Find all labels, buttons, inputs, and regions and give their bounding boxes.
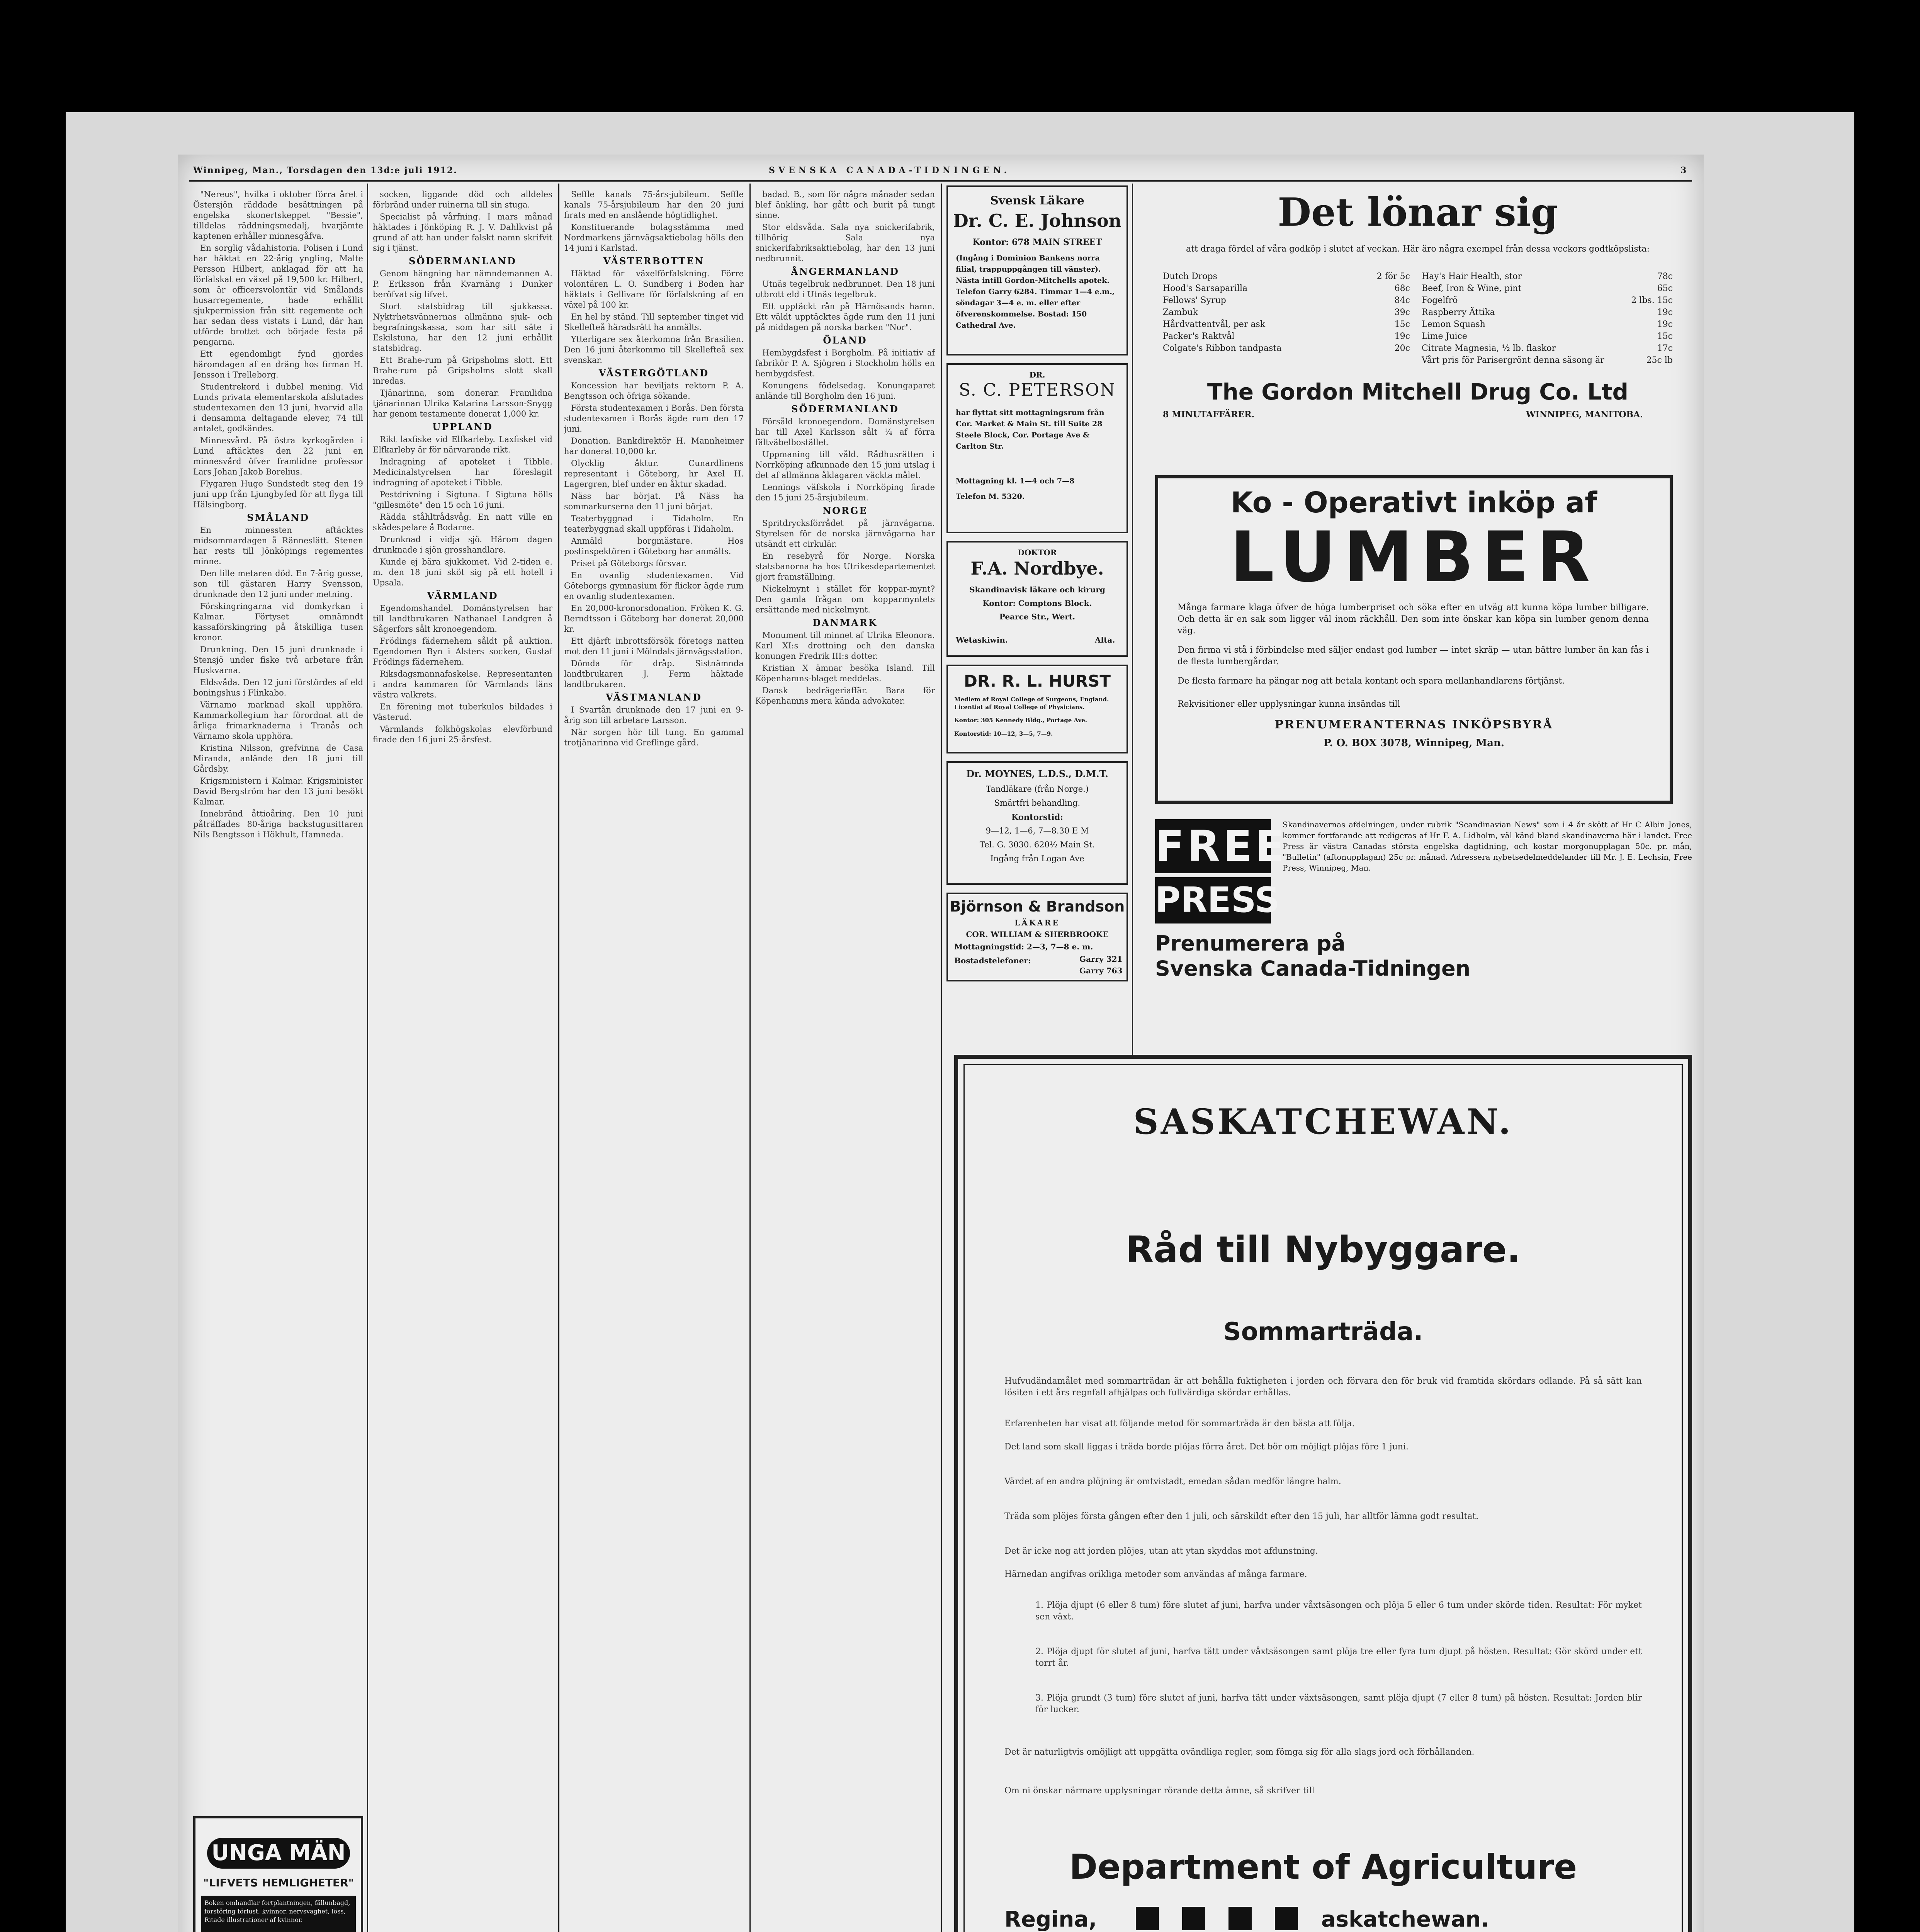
article: Uppmaning till våld. Rådhusrätten i Norrköping afkunnade den 15 juni utslag i det af allmänna åklagaren väckta målet. (755, 450, 935, 480)
ad-line: Telefon M. 5320. (956, 492, 1025, 501)
section-heading: VÄSTERBOTTEN (603, 255, 705, 267)
ad-paragraph: De flesta farmare ha pängar nog att betala kontant och spara mellanhandlarens förtjänst. (1177, 676, 1565, 686)
article: Tjänarinna, som donerar. Framlidna tjänarinnan Ulrika Katarina Larsson-Snygg har genom testamente donerat 1,000 kr. (373, 388, 552, 418)
article: En 20,000-kronorsdonation. Fröken K. G. Berndtsson i Göteborg har donerat 20,000 kr. (564, 604, 744, 634)
article: Monument till minnet af Ulrika Eleonora. Karl XI:s drottning och den danska konungen Fredrik III:s dotter. (755, 631, 935, 661)
article: En minnessten aftäcktes midsommardagen å Ränneslätt. Stenen har rests till Jönköpings regementes minne. (193, 526, 363, 566)
price-row: Packer's Raktvål 19c (1163, 332, 1410, 341)
ad-line: Kontorstid: (1011, 812, 1063, 822)
section-heading: ÅNGERMANLAND (791, 266, 899, 277)
article: Utnäs tegelbruk nedbrunnet. Den 18 juni utbrott eld i Utnäs tegelbruk. (755, 279, 935, 299)
ad-name: DR. R. L. HURST (963, 672, 1111, 690)
article: Egendomshandel. Domänstyrelsen har till landtbrukaren Nathanael Landgren å Sågerfors sålt kronoegendom. (373, 604, 552, 634)
ad-line: Kontor: 305 Kennedy Bldg., Portage Ave. (954, 717, 1087, 724)
article: Donation. Bankdirektör H. Mannheimer har donerat 10,000 kr. (564, 436, 744, 456)
ad-line: WINNIPEG, MANITOBA. (1526, 410, 1643, 420)
ad-intro: att draga fördel af våra godköp i slutet af veckan. Här äro några exempel från dessa veckors godtköpslista: (1186, 244, 1650, 254)
ad-word: PRESS (1155, 877, 1271, 923)
ad-line: har flyttat sitt mottagningsrum från Cor. Market & Main St. till Suite 28 Steele Block, Cor. Portage Ave & Carlton Str. (956, 408, 1104, 451)
ad-line: LÄKARE (1014, 918, 1060, 927)
header-rule (189, 180, 1692, 182)
article: Häktad för växelförfalskning. Förre volontären L. O. Sundberg i Boden har häktats i Gellivare för förfalskning af en växel på 100 kr. (564, 269, 744, 310)
page-number: 3 (1680, 165, 1687, 175)
column-rule (1132, 184, 1133, 1072)
article: Dansk bedrägeriaffär. Bara för Köpenhamns mera kända advokater. (755, 686, 935, 706)
article: Kristina Nilsson, grefvinna de Casa Miranda, anlände den 18 juni till Gårdsby. (193, 743, 363, 774)
article: Ett upptäckt rån på Härnösands hamn. Ett väldt upptäcktes ägde rum den 11 juni på middagen på norska barken "Nor". (755, 302, 935, 332)
article: En resebyrå för Norge. Norska statsbanorna ha hos Utrikesdepartementet gjort framställning. (755, 551, 935, 582)
ad-line: (Ingång i Dominion Bankens norra filial, trappuppgången till vänster). Nästa intill Gordon-Mitchells apotek. Telefon Garry 6284. Timmar 1—4 e.m., söndagar 3—4 e. m. eller efter öfverenskommelse. Bostad: 150 Cathedral Ave. (956, 254, 1115, 330)
price-row: Vårt pris för Parisergrönt denna säsong är 25c lb (1422, 355, 1673, 365)
ad-line: Wetaskiwin. (956, 635, 1008, 645)
column-rule (558, 184, 559, 1932)
article: Konstituerande bolagsstämma med Nordmarkens järnvägsaktiebolag hölls den 14 juni i Karlstad. (564, 223, 744, 253)
ad-department: Department of Agriculture (1069, 1847, 1577, 1887)
article: Specialist på vårfning. I mars månad häktades i Jönköping R. J. V. Dahlkvist på grund af att han under falskt namn skrifvit sig i tjänst. (373, 212, 552, 253)
ad-bjornson (946, 893, 1128, 981)
ad-line: Kontor: Comptons Block. (982, 599, 1092, 608)
article: En hel by ständ. Till september tinget vid Skellefteå häradsrätt ha anmälts. (564, 312, 744, 332)
ad-list-item: 1. Plöja djupt (6 eller 8 tum) före slutet af juni, harfva under våxtsäsongen och plöja 5 eller 6 tum under skörde tiden. Resultat: För myket sen växt. (1035, 1600, 1642, 1622)
ad-line: Prenumerera på (1155, 931, 1346, 956)
section-heading: SÖDERMANLAND (409, 255, 517, 267)
ad-subtitle: Råd till Nybyggare. (1125, 1229, 1521, 1271)
article: En förening mot tuberkulos bildades i Västerud. (373, 702, 552, 722)
ad-body: Boken omhandlar fortplantningen, fällunbagd, förstöring förlust, kvinnor, nervsvaghet, löss, Ritade illustrationer af kvinnor. (201, 1896, 356, 1932)
column-4 (755, 189, 935, 1932)
newspaper-page (178, 155, 1704, 1932)
article: Ett egendomligt fynd gjordes häromdagen af en dräng hos firman H. Jensson i Trelleborg. (193, 349, 363, 379)
article: Eldsvåda. Den 12 juni förstördes af eld boningshus i Flinkabo. (193, 678, 363, 697)
article: Pestdrivning i Sigtuna. I Sigtuna hölls "gillesmöte" den 15 och 16 juni. (373, 490, 552, 510)
ad-line: Svenska Canada-Tidningen (1155, 956, 1471, 981)
article: Nickelmynt i stället för koppar-mynt? Den gamla frågan om kopparmyntets ersättande med nickelmynt. (755, 584, 935, 614)
ad-address: P. O. BOX 3078, Winnipeg, Man. (1324, 737, 1504, 749)
price-row: Citrate Magnesia, ½ lb. flaskor 17c (1422, 344, 1673, 353)
seal-glyph (1182, 1907, 1205, 1930)
article: Innebränd åttioåring. Den 10 juni påträffades 80-åriga backstugusittaren Nils Bengtsson i Hökhult, Hamneda. (193, 809, 363, 839)
ad-paragraph: Den firma vi stå i förbindelse med säljer endast god lumber — intet skräp — utan bättre lumber än kan fås i de flesta lumbergårdar. (1177, 645, 1649, 667)
article: Koncession har beviljats rektorn P. A. Bengtsson och öfriga sökande. (564, 381, 744, 401)
article: Flygaren Hugo Sundstedt steg den 19 juni upp från Ljungbyfed för att flyga till Hälsingborg. (193, 479, 363, 509)
ad-moynes (946, 761, 1128, 885)
ad-section: Sommarträda. (1223, 1318, 1423, 1346)
ad-city: askatchewan. (1321, 1907, 1489, 1932)
section-heading: UPPLAND (432, 421, 493, 432)
article: Priset på Göteborgs försvar. (571, 559, 687, 568)
column-rule (367, 184, 368, 1932)
article: socken, liggande död och alldeles förbränd under ruinerna till sin stuga. (373, 190, 552, 209)
section-heading: VÄSTERGÖTLAND (598, 367, 709, 379)
price-row: Colgate's Ribbon tandpasta 20c (1163, 344, 1410, 353)
ad-name: Dr. MOYNES, L.D.S., D.M.T. (966, 768, 1108, 779)
article: Genom hängning har nämndemannen A. P. Eriksson från Kvarnäng i Dunker beröfvat sig lifvet. (373, 269, 552, 299)
ad-free-press (1147, 819, 1696, 981)
ad-heading: DOKTOR (1018, 548, 1057, 557)
article: Frödings fädernehem såldt på auktion. Egendomen Byn i Alsters socken, Gustaf Frödings fädernehem. (373, 636, 552, 667)
ad-paragraph: Hufvudändamålet med sommarträdan är att behålla fuktigheten i jorden och förvara den för bruk vid framtida skördars odlande. På så sätt kan lösiten i ett års regnfall afhjälpas och fullvärdiga skördar erhållas. (1004, 1376, 1642, 1398)
price-row: Zambuk 39c (1163, 308, 1410, 317)
ad-lumber (1155, 475, 1673, 804)
price-row: Hårdvattentvål, per ask 15c (1163, 320, 1410, 329)
ad-line: Kontorstid: 10—12, 3—5, 7—9. (954, 730, 1053, 737)
ad-line: Smärtfri behandling. (994, 798, 1081, 808)
ad-peterson (946, 363, 1128, 533)
ad-unga-man (193, 1816, 363, 1932)
article: Rädda ståhltrådsvåg. En natt ville en skådespelare å Bodarne. (373, 512, 552, 532)
ad-paragraph: Det är icke nog att jorden plöjes, utan att ytan skyddas mot afdunstning. (1004, 1546, 1318, 1556)
ad-line: Bostadstelefoner: (954, 956, 1031, 965)
ad-sender: PRENUMERANTERNAS INKÖPSBYRÅ (1274, 718, 1553, 731)
ad-line: Garry 321 (1079, 954, 1123, 964)
seal-glyph (1228, 1907, 1252, 1930)
article: Teaterbyggnad i Tidaholm. En teaterbyggnad skall uppföras i Tidaholm. (564, 514, 744, 534)
seal-glyph (1136, 1907, 1159, 1930)
ad-lonar-sig (1140, 185, 1696, 468)
section-heading: VÄRMLAND (427, 590, 498, 601)
article: Drunknad i vidja sjö. Härom dagen drunknade i sjön grosshandlare. (373, 535, 552, 554)
column-rule (749, 184, 751, 1932)
section-heading: DANMARK (812, 617, 878, 628)
price-row: Dutch Drops 2 för 5c (1163, 272, 1410, 281)
section-heading: SMÅLAND (247, 512, 309, 523)
ad-line: Garry 763 (1079, 966, 1123, 975)
column-1 (193, 189, 363, 1804)
article: Drunkning. Den 15 juni drunknade i Stensjö under fiske två arbetare från Huskvarna. (193, 645, 363, 675)
ad-line: Ingång från Logan Ave (990, 854, 1084, 863)
ad-line: 9—12, 1—6, 7—8.30 E M (985, 826, 1089, 835)
article: Olycklig åktur. Cunardlinens representant i Göteborg, hr Axel H. Lagergren, blef under en åktur skadad. (564, 459, 744, 489)
article: En ovanlig studentexamen. Vid Göteborgs gymnasium för flickor ägde rum en ovanlig studentexamen. (564, 571, 744, 601)
article: I Svartån drunknade den 17 juni en 9-årig son till arbetare Larsson. (564, 705, 744, 725)
ad-heading: Svensk Läkare (990, 194, 1084, 207)
article: Försåld kronoegendom. Domänstyrelsen har till Axel Karlsson sålt ¼ af förra fältväbelbostället. (755, 417, 935, 447)
ad-line: Mottagning kl. 1—4 och 7—8 (956, 477, 1075, 485)
ad-name: F.A. Nordbye. (970, 558, 1104, 579)
ad-line: 8 MINUTAFFÄRER. (1163, 410, 1255, 420)
ad-text: Skandinavernas afdelningen, under rubrik "Scandinavian News" som i 4 år skött af Hr C Albin Jones, kommer fortfarande att redigeras af Hr F. A. Lidholm, väl känd bland skandinaverna här i landet. Free Press är västra Canadas största engelska dagtidning, och kostar morgonupplagan 50c. pr. mån, "Bulletin" (aftonupplagan) 25c pr. månad. Adressera nybetsedelmeddelander till Mr. J. E. Lechsin, Free Press, Winnipeg, Man. (1283, 820, 1692, 872)
column-rule (941, 184, 942, 1932)
ad-line: Alta. (1095, 635, 1115, 645)
article: Stor eldsvåda. Sala nya snickerifabrik, tillhörig Sala nya snickerifabriksaktiebolag, har den 13 juni nedbrunnit. (755, 223, 935, 263)
article: badad. B., som för några månader sedan blef änkling, har gått och burit på tungt sinne. (755, 190, 935, 220)
ad-name: Dr. C. E. Johnson (953, 210, 1122, 231)
ad-subtitle: "LIFVETS HEMLIGHETER" (203, 1876, 354, 1889)
ad-paragraph: Det är naturligtvis omöjligt att uppgätta ovändliga regler, som fömga sig för alla slags jord och förhållanden. (1004, 1747, 1475, 1757)
ad-heading: DR. (1029, 370, 1045, 379)
header-date: Winnipeg, Man., Torsdagen den 13d:e juli 1912. (193, 165, 457, 175)
header-title: SVENSKA CANADA-TIDNINGEN. (769, 165, 1011, 175)
article: Den lille metaren död. En 7-årig gosse, son till gästaren Harry Svensson, drunknade den 12 juni under metning. (193, 569, 363, 599)
ad-line: Mottagningstid: 2—3, 7—8 e. m. (954, 942, 1093, 951)
article: Konungens födelsedag. Konungaparet anlände till Borgholm den 16 juni. (755, 381, 935, 401)
ad-paragraph: Det land som skall liggas i träda borde plöjas förra året. Det bör om möjligt plöjas före 1 juni. (1004, 1442, 1409, 1452)
article: Ett djärft inbrottsförsök företogs natten mot den 11 juni i Mölndals järnvägsstation. (564, 636, 744, 656)
ad-line: Kontor: 678 MAIN STREET (972, 237, 1102, 247)
article: Indragning af apoteket i Tibble. Medicinalstyrelsen har föreslagit indragning af apoteket i Tibble. (373, 457, 552, 487)
article: Seffle kanals 75-års-jubileum. Seffle kanals 75-årsjubileum har den 20 juni firats med en anslående högtidlighet. (564, 190, 744, 220)
article: Förskingringarna vid domkyrkan i Kalmar. Förtyset omnämndt kassaförskingring på åtskilliga tusen kronor. (193, 602, 363, 642)
price-row: Raspberry Ättika 19c (1422, 308, 1673, 317)
section-heading: SÖDERMANLAND (791, 403, 899, 415)
ad-heading: Det lönar sig (1278, 189, 1558, 235)
article: Ytterligare sex återkomna från Brasilien. Den 16 juni återkommo till Skellefteå sex svenskar. (564, 335, 744, 365)
article: Studentrekord i dubbel mening. Vid Lunds privata elementarskola afslutades studentexamen den 13 juni, hvarvid alla i densamma deltagande elever, 74 till antalet, godkändes. (193, 382, 363, 433)
ad-johnson (946, 185, 1128, 355)
ad-line: COR. WILLIAM & SHERBROOKE (966, 930, 1109, 939)
article: Värnamo marknad skall upphöra. Kammarkollegium har förordnat att de årliga frimarknaderna i Tranås och Värnamo skola upphöra. (193, 700, 363, 741)
ad-title: UNGA MÄN (207, 1838, 350, 1869)
price-row: Lemon Squash 19c (1422, 320, 1673, 329)
ad-heading: SASKATCHEWAN. (1133, 1101, 1513, 1142)
article: Kunde ej bära sjukkomet. Vid 2-tiden e. m. den 18 juni sköt sig på ett hotell i Upsala. (373, 557, 552, 587)
ad-paragraph: Om ni önskar närmare upplysningar rörande detta ämne, så skrifver till (1004, 1786, 1315, 1796)
article: Stort statsbidrag till sjukkassa. Nyktrhetsvännernas allmänna sjuk- och begrafningskassa, som har sitt säte i Eskilstuna, har den 12 juni erhållit statsbidrag. (373, 302, 552, 353)
article: Dömda för dråp. Sistnämnda landtbrukaren J. Ferm häktade landtbrukaren. (564, 659, 744, 689)
inner-frame (963, 1064, 1683, 1932)
ad-big: LUMBER (1230, 517, 1598, 598)
article: Anmäld borgmästare. Hos postinspektören i Göteborg har anmälts. (564, 536, 744, 556)
price-row: Fellows' Syrup 84c (1163, 296, 1410, 305)
ad-paragraph: Många farmare klaga öfver de höga lumberpriset och söka efter en utväg att kunna köpa lumber billigare. Och detta är en sak som ligger väl inom räckhåll. Den som inte önskar kan köpa sin lumber genom denna väg. (1177, 603, 1649, 636)
article: Hembygdsfest i Borgholm. På initiativ af fabrikör P. A. Sjögren i Stockholm hölls en hembygdsfest. (755, 348, 935, 378)
ad-paragraph: Erfarenheten har visat att följande metod för sommarträda är den bästa att följa. (1004, 1419, 1355, 1429)
price-row: Hood's Sarsaparilla 68c (1163, 284, 1410, 293)
section-heading: ÖLAND (823, 335, 867, 346)
column-2 (373, 189, 552, 1804)
column-3 (564, 189, 744, 1932)
ad-name: S. C. PETERSON (959, 380, 1116, 400)
article: När sorgen hör till tung. En gammal trotjänarinna vid Greflinge gård. (564, 728, 744, 747)
article: "Nereus", hvilka i oktober förra året i Östersjön räddade besättningen på engelska skonertskeppet "Bessie", tilldelas räddningsmedalj, hvarjämte kaptenen erhåller minnesgåfva. (193, 190, 363, 241)
article: Spritdrycksförrådet på järnvägarna. Styrelsen för de norska järnvägarna har utsändt ett cirkulär. (755, 519, 935, 549)
article: Riksdagsmannafaskelse. Representanten i andra kammaren för Värmlands läns västra valkrets. (373, 669, 552, 699)
article: Minnesvård. På östra kyrkogården i Lund aftäcktes den 22 juni en minnesvård öfver framlidne professor Lars Johan Jakob Borelius. (193, 436, 363, 476)
ad-hurst (946, 665, 1128, 753)
price-row: Lime Juice 15c (1422, 332, 1673, 341)
ad-paragraph: Träda som plöjes första gången efter den 1 juli, och särskildt efter den 15 juli, har alltför lämna godt resultat. (1004, 1512, 1479, 1521)
ad-line: Tandläkare (från Norge.) (985, 784, 1089, 794)
ad-list-item: 3. Plöja grundt (3 tum) före slutet af juni, harfva tätt under växtsäsongen, samt plöja djupt (7 eller 8 tum) på hösten. Resultat: Jorden blir för lucker. (1035, 1693, 1642, 1714)
section-heading: VÄSTMANLAND (606, 692, 702, 703)
ad-company: The Gordon Mitchell Drug Co. Ltd (1207, 379, 1629, 405)
ad-paragraph: Härnedan angifvas orikliga metoder som användas af många farmare. (1004, 1570, 1307, 1579)
ad-line: Tel. G. 3030. 620½ Main St. (979, 840, 1095, 849)
ad-name: Björnson & Brandson (950, 898, 1125, 915)
section-heading: NORGE (822, 505, 868, 516)
ad-paragraph: Rekvisitioner eller upplysningar kunna insändas till (1177, 699, 1400, 709)
price-row: Hay's Hair Health, stor 78c (1422, 272, 1673, 281)
seal-glyph (1275, 1907, 1298, 1930)
ad-paragraph: Värdet af en andra plöjning är omtvistadt, emedan sådan medför längre halm. (1004, 1477, 1341, 1486)
ad-line: Skandinavisk läkare och kirurg (969, 585, 1105, 594)
ad-list-item: 2. Plöja djupt för slutet af juni, harfva tätt under våxtsäsongen samt plöja tre eller fyra tum djupt på hösten. Resultat: Gör skörd under ett torrt år. (1035, 1647, 1642, 1668)
article: Ett Brahe-rum på Gripsholms slott. Ett Brahe-rum på Gripsholms slott skall inredas. (373, 355, 552, 386)
ad-line: Medlem af Royal College of Surgeons, England. Licentiat af Royal College of Physicians. (954, 696, 1109, 711)
ad-line: Pearce Str., Wert. (999, 612, 1076, 621)
price-row: Beef, Iron & Wine, pint 65c (1422, 284, 1673, 293)
ad-nordbye (946, 541, 1128, 657)
article: Kristian X ämnar besöka Island. Till Köpenhamns-blaget meddelas. (755, 663, 935, 683)
article: Första studentexamen i Borås. Den första studentexamen i Borås ägde rum den 17 juni. (564, 403, 744, 434)
article: Värmlands folkhögskolas elevförbund firade den 16 juni 25-årsfest. (373, 724, 552, 744)
price-row: Fogelfrö 2 lbs. 15c (1422, 296, 1673, 305)
price-list-left (1163, 270, 1410, 354)
ad-heading: Ko - Operativt inköp af (1230, 486, 1597, 519)
price-list-right (1422, 270, 1673, 366)
article: Krigsministern i Kalmar. Krigsminister David Bergström har den 13 juni besökt Kalmar. (193, 776, 363, 806)
article: Rikt laxfiske vid Elfkarleby. Laxfisket vid Elfkarleby är för närvarande rikt. (373, 435, 552, 454)
ad-city: Regina, (1004, 1907, 1097, 1932)
article: Lennings väfskola i Norrköping firade den 15 juni 25-årsjubileum. (755, 483, 935, 502)
article: Näss har börjat. På Näss ha sommarkurserna den 11 juni börjat. (564, 492, 744, 511)
ad-saskatchewan (954, 1055, 1692, 1932)
ad-word: FREE (1155, 819, 1271, 873)
article: En sorglig vådahistoria. Polisen i Lund har häktat en 22-årig yngling, Malte Persson Hilbert, anklagad för att ha förfalskat en växel på 19,500 kr. Hilbert, som är officersvolontär vid Smålands husarregemente, hade erhållit sjukpermission från sitt regemente och har sedan dess vistats i Lund, där han utförde brottet och började festa på pengarna. (193, 243, 363, 347)
